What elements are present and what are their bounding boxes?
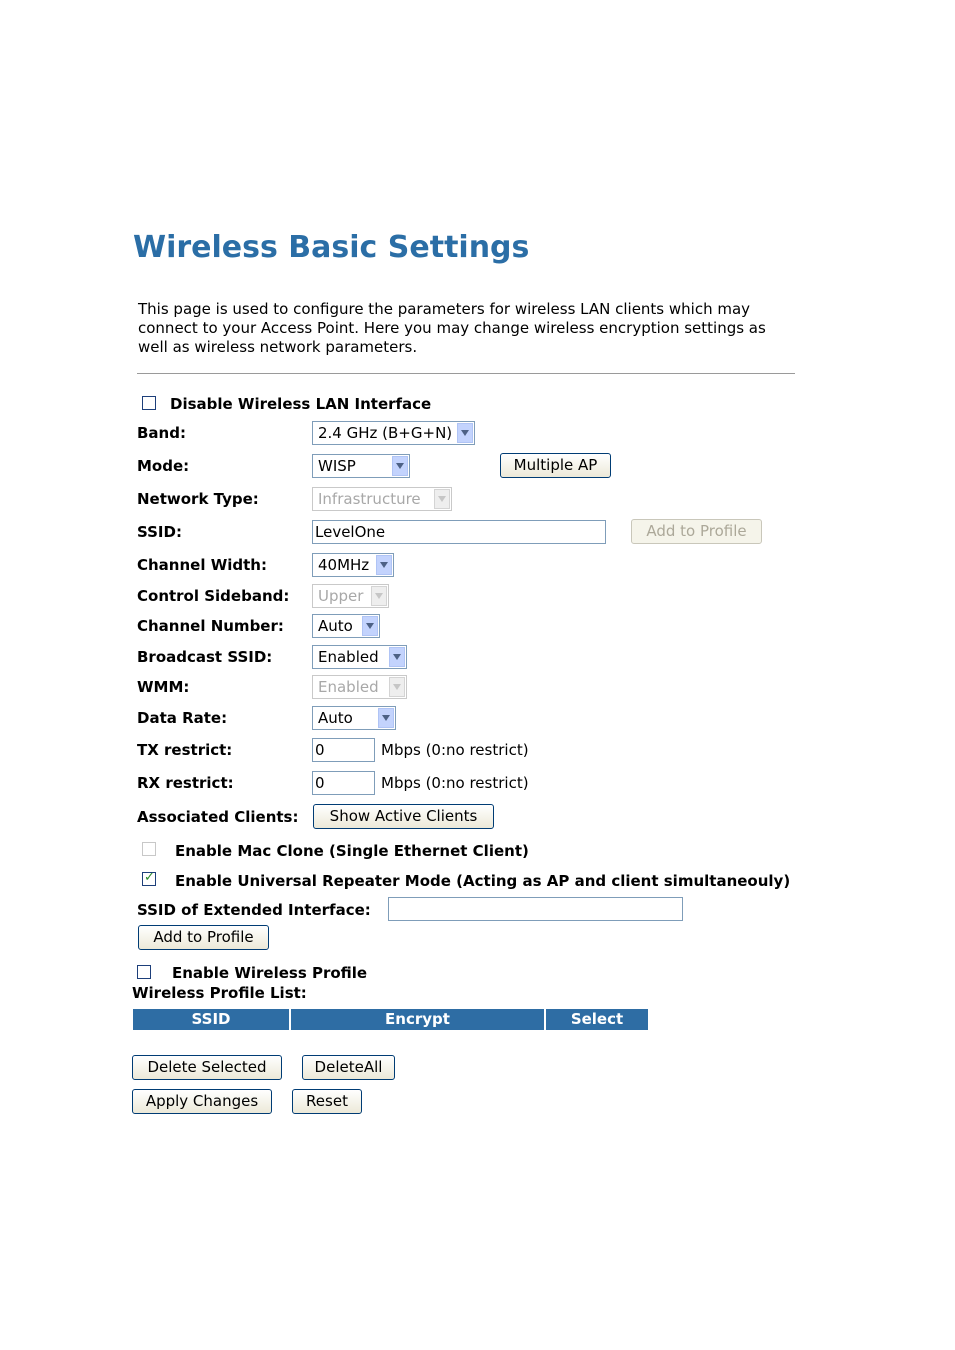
divider <box>137 373 795 374</box>
data-rate-label: Data Rate: <box>137 709 228 727</box>
data-rate-select[interactable] <box>312 706 396 730</box>
multiple-ap-button[interactable]: Multiple AP <box>500 453 611 478</box>
apply-changes-button[interactable]: Apply Changes <box>132 1089 272 1114</box>
network-type-select[interactable] <box>312 487 452 511</box>
control-sideband-select[interactable] <box>312 584 389 608</box>
channel-width-select[interactable] <box>312 553 394 577</box>
ssid-label: SSID: <box>137 523 182 541</box>
band-value: 2.4 GHz (B+G+N) <box>318 424 453 442</box>
chevron-down-icon <box>457 423 473 443</box>
data-rate-value: Auto <box>318 709 353 727</box>
channel-number-label: Channel Number: <box>137 617 284 635</box>
associated-clients-label: Associated Clients: <box>137 808 299 826</box>
rx-restrict-label: RX restrict: <box>137 774 234 792</box>
channel-number-value: Auto <box>318 617 353 635</box>
ssid-input[interactable]: LevelOne <box>312 520 606 544</box>
column-header-encrypt: Encrypt <box>291 1009 544 1030</box>
page-description: This page is used to configure the parameters for wireless LAN clients which may connect to your Access Point. Here you may change wireless encryption settings as well as wireless network parameters. <box>138 300 766 356</box>
network-type-label: Network Type: <box>137 490 259 508</box>
column-header-ssid: SSID <box>133 1009 289 1030</box>
wmm-value: Enabled <box>318 678 379 696</box>
band-select[interactable] <box>312 421 475 445</box>
column-header-select: Select <box>546 1009 648 1030</box>
wmm-select[interactable] <box>312 675 407 699</box>
mac-clone-checkbox[interactable] <box>142 842 156 856</box>
broadcast-ssid-select[interactable] <box>312 645 407 669</box>
page-title: Wireless Basic Settings <box>133 230 530 265</box>
ssid-extended-input[interactable] <box>388 897 683 921</box>
mode-label: Mode: <box>137 457 190 475</box>
channel-number-select[interactable] <box>312 614 380 638</box>
disable-wlan-checkbox[interactable] <box>142 396 156 410</box>
broadcast-ssid-value: Enabled <box>318 648 379 666</box>
rx-restrict-input[interactable]: 0 <box>312 771 375 795</box>
chevron-down-icon <box>378 708 394 728</box>
channel-width-label: Channel Width: <box>137 556 267 574</box>
rx-restrict-unit: Mbps (0:no restrict) <box>381 774 529 792</box>
chevron-down-icon <box>376 555 392 575</box>
mode-value: WISP <box>318 457 356 475</box>
show-active-clients-button[interactable]: Show Active Clients <box>313 804 494 829</box>
tx-restrict-unit: Mbps (0:no restrict) <box>381 741 529 759</box>
channel-width-value: 40MHz <box>318 556 370 574</box>
network-type-value: Infrastructure <box>318 490 421 508</box>
control-sideband-label: Control Sideband: <box>137 587 290 605</box>
wireless-profile-checkbox[interactable] <box>137 965 151 979</box>
control-sideband-value: Upper <box>318 587 364 605</box>
tx-restrict-input[interactable]: 0 <box>312 738 375 762</box>
universal-repeater-checkbox[interactable] <box>142 872 156 886</box>
broadcast-ssid-label: Broadcast SSID: <box>137 648 273 666</box>
chevron-down-icon <box>434 489 450 509</box>
chevron-down-icon <box>389 647 405 667</box>
universal-repeater-label: Enable Universal Repeater Mode (Acting as AP and client simultaneouly) <box>175 872 791 890</box>
mac-clone-label: Enable Mac Clone (Single Ethernet Client) <box>175 842 529 860</box>
ssid-extended-label: SSID of Extended Interface: <box>137 901 371 919</box>
delete-selected-button[interactable]: Delete Selected <box>132 1055 282 1080</box>
tx-restrict-label: TX restrict: <box>137 741 233 759</box>
chevron-down-icon <box>371 586 387 606</box>
wmm-label: WMM: <box>137 678 190 696</box>
reset-button[interactable]: Reset <box>292 1089 362 1114</box>
profile-list-label: Wireless Profile List: <box>132 984 307 1002</box>
disable-wlan-label: Disable Wireless LAN Interface <box>170 395 432 413</box>
band-label: Band: <box>137 424 186 442</box>
mode-select[interactable] <box>312 454 410 478</box>
chevron-down-icon <box>392 456 408 476</box>
chevron-down-icon <box>389 677 405 697</box>
chevron-down-icon <box>362 616 378 636</box>
delete-all-button[interactable]: DeleteAll <box>302 1055 395 1080</box>
add-to-profile-button[interactable]: Add to Profile <box>631 519 762 544</box>
add-extended-to-profile-button[interactable]: Add to Profile <box>138 925 269 950</box>
wireless-profile-label: Enable Wireless Profile <box>172 964 368 982</box>
